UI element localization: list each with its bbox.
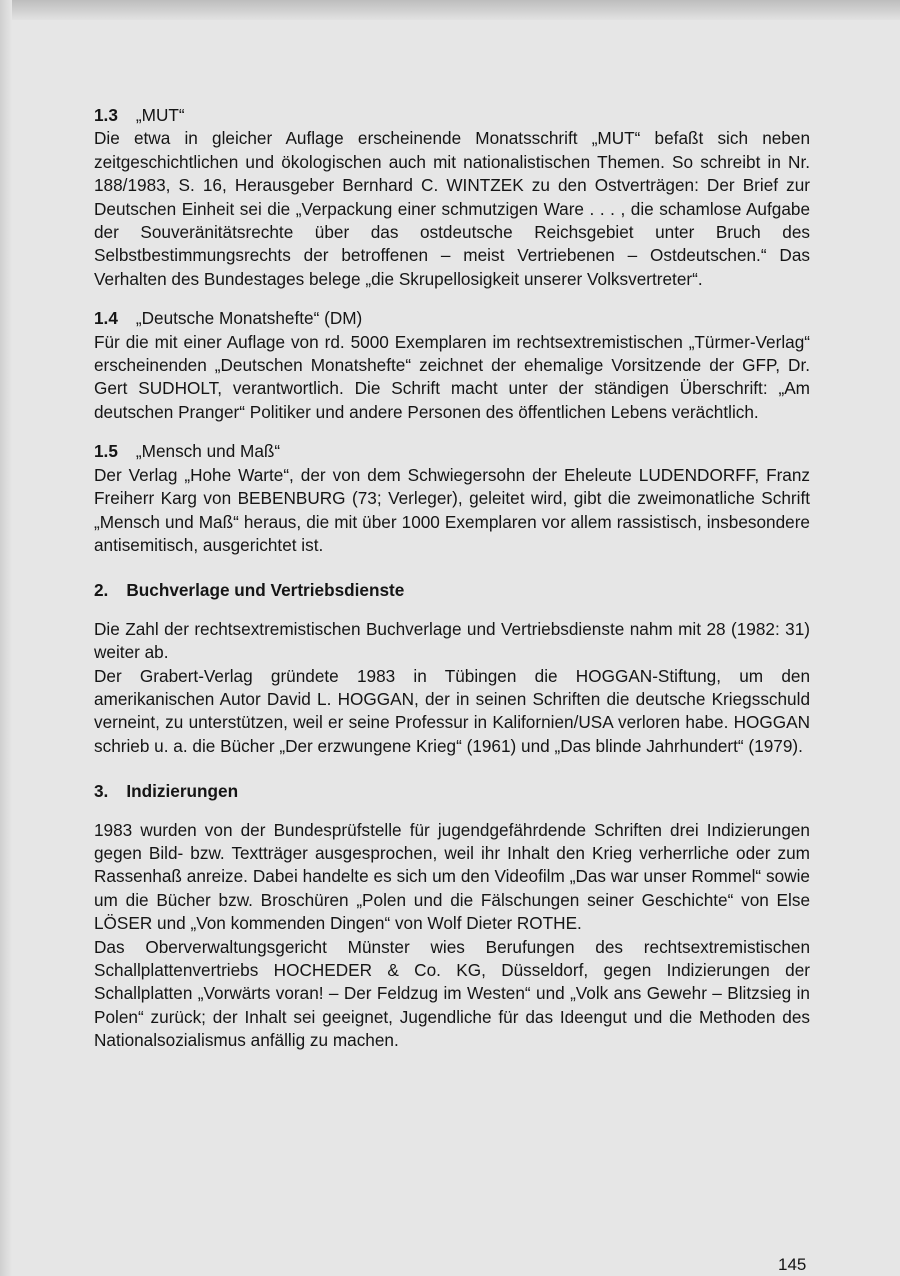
section-number: 1.4 — [94, 308, 118, 329]
chapter-number: 2. — [94, 580, 109, 601]
chapter-title: Buchverlage und Vertriebsdienste — [126, 580, 405, 601]
section-heading — [94, 440, 810, 463]
section-1-5 — [94, 440, 810, 557]
scan-edge-top — [0, 0, 900, 20]
chapter-heading — [94, 579, 810, 602]
section-body: Die etwa in gleicher Auflage erscheinende Monatsschrift „MUT“ befaßt sich neben zeitgeschichtlichen und ökologischen auch mit nationalistischen Themen. So schreibt in Nr. 188/1983, S. 16, Herausgeber Bernhard C. WINTZEK zu den Ostverträgen: Der Brief zur Deutschen Einheit sei die „Verpackung einer schmutzigen Ware . . . , die schamlose Aufgabe der Souveränitätsrechte über das ostdeutsche Reichsgebiet unter Bruch des Selbstbestimmungsrechts der betroffenen – meist Vertriebenen – Ostdeutschen.“ Das Verhalten des Bundestages belege „die Skrupellosigkeit unserer Volksvertreter“. — [94, 128, 810, 289]
chapter-title: Indizierungen — [126, 781, 239, 802]
section-title: „Deutsche Monatshefte“ (DM) — [135, 308, 363, 329]
section-1-3 — [94, 104, 810, 291]
chapter-heading — [94, 780, 810, 803]
document-page — [94, 104, 810, 1069]
section-body: Der Verlag „Hohe Warte“, der von dem Schwiegersohn der Eheleute LUDENDORFF, Franz Freiherr Karg von BEBENBURG (73; Verleger), geleitet wird, gibt die zweimonatliche Schrift „Mensch und Maß“ heraus, die mit über 1000 Exemplaren vor allem rassistisch, insbesondere antisemitisch, ausgerichtet ist. — [94, 464, 810, 555]
section-number: 1.3 — [94, 105, 118, 125]
paragraph: 1983 wurden von der Bundesprüfstelle für jugendgefährdende Schriften drei Indizierungen gegen Bild- bzw. Textträger ausgesprochen, weil ihr Inhalt den Krieg verherrliche oder zum Rassenhaß anreize. Dabei handelte es sich um den Videofilm „Das war unser Rommel“ sowie um die Bücher bzw. Broschüren „Polen und die Fälschungen seiner Geschichte“ von Else LÖSER und „Von kommenden Dingen“ von Wolf Dieter ROTHE. — [94, 819, 810, 934]
section-body: Für die mit einer Auflage von rd. 5000 Exemplaren im rechtsextremistischen „Türmer-Verlag“ erscheinenden „Deutschen Monatshefte“ zeichnet der ehemalige Vorsitzende der GFP, Dr. Gert SUDHOLT, verantwortlich. Die Schrift macht unter der ständigen Überschrift: „Am deutschen Pranger“ Politiker und andere Personen des öffentlichen Lebens verächtlich. — [94, 331, 810, 422]
paragraph: Das Oberverwaltungsgericht Münster wies Berufungen des rechtsextremistischen Schallplattenvertriebs HOCHEDER & Co. KG, Düsseldorf, gegen Indizierungen der Schallplatten „Vorwärts voran! – Der Feldzug im Westen“ und „Volk ans Gewehr – Blitzsieg in Polen“ zurück; der Inhalt sei geeignet, Jugendliche für das Ideengut und die Methoden des Nationalsozialismus anfällig zu machen. — [94, 936, 810, 1051]
section-1-4 — [94, 307, 810, 424]
paragraph: Der Grabert-Verlag gründete 1983 in Tübingen die HOGGAN-Stiftung, um den amerikanischen Autor David L. HOGGAN, der in seinen Schriften die deutsche Kriegsschuld verneint, zu unterstützen, weil er seine Professur in Kalifornien/USA verloren habe. HOGGAN schrieb u. a. die Bücher „Der erzwungene Krieg“ (1961) und „Das blinde Jahrhundert“ (1979). — [94, 665, 810, 756]
section-2 — [94, 579, 810, 758]
section-heading — [94, 307, 810, 330]
paragraph: Die Zahl der rechtsextremistischen Buchverlage und Vertriebsdienste nahm mit 28 (1982: 31) weiter ab. — [94, 618, 810, 663]
section-heading — [94, 104, 810, 127]
chapter-number: 3. — [94, 781, 109, 802]
section-title: „Mensch und Maß“ — [135, 441, 281, 462]
page-number: 145 — [778, 1255, 807, 1274]
scan-edge-left — [0, 0, 12, 1276]
section-title: „MUT“ — [135, 105, 185, 125]
section-3 — [94, 780, 810, 1052]
section-number: 1.5 — [94, 441, 118, 462]
